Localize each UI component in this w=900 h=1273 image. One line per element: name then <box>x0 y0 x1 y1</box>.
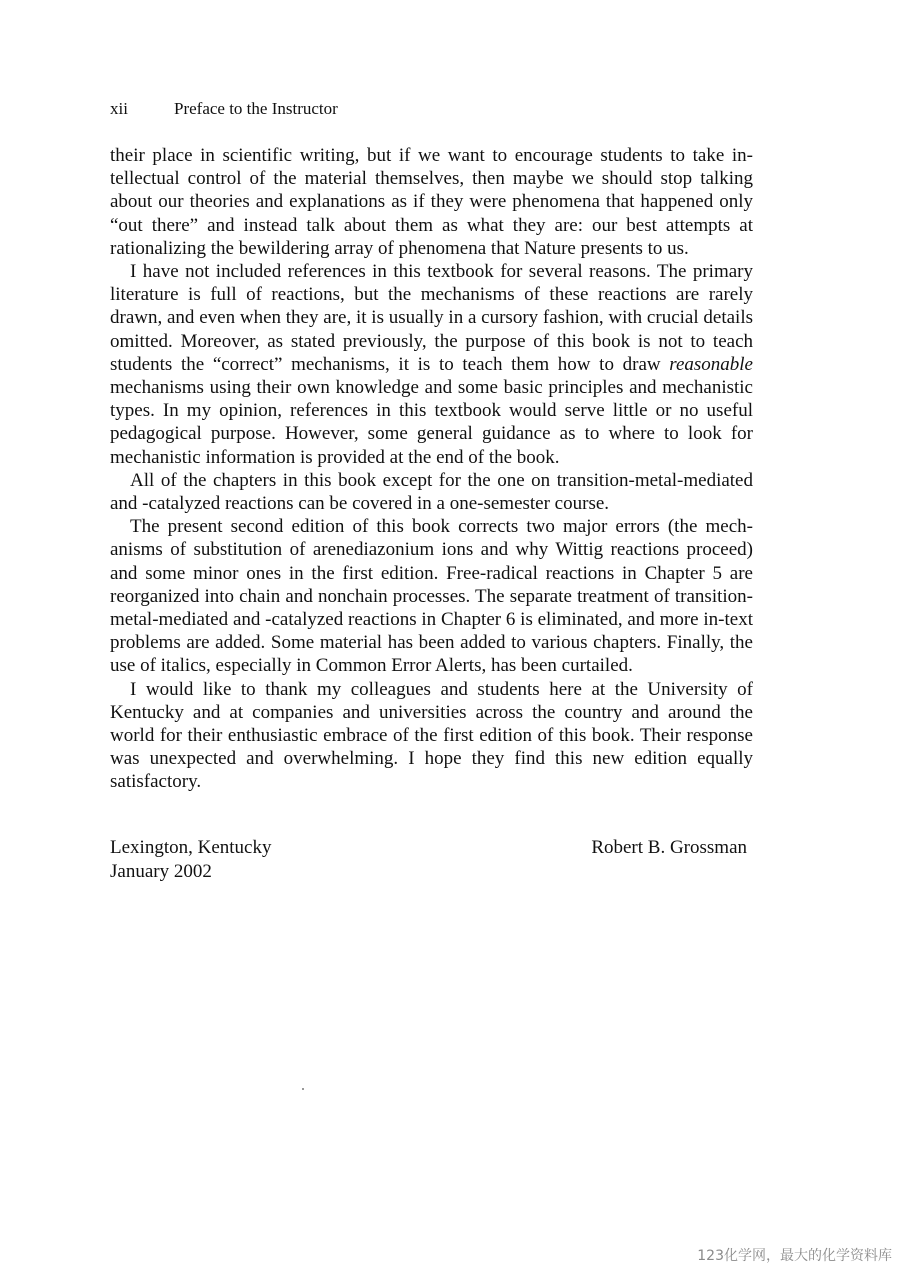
paragraph-2-text-b: mechanisms using their own knowledge and some basic principles and mechanistic types. In my opinion, references in this textbook would serve little or no useful pedagogical purpose. However, some general guidance as to where to look for mechanistic information is provided at the end of the book. <box>110 377 753 468</box>
paragraph-2-emphasis: reasonable <box>669 353 753 375</box>
scan-speck <box>302 1088 304 1090</box>
author-block <box>591 836 747 860</box>
paragraph-3 <box>110 469 753 515</box>
page-number: xii <box>110 99 128 118</box>
paragraph-5 <box>110 678 753 794</box>
paragraph-2-text-a: I have not included references in this textbook for several reasons. The primary literature is full of reactions, but the mechanisms of these reactions are rarely drawn, and even when they are, it is usually in a cursory fashion, with crucial details omitted. Moreover, as stated previously, the purpose of this book is not to teach students the “correct” mechanisms, it is to teach them how to draw <box>110 261 753 375</box>
signature-author: Robert B. Grossman <box>591 837 747 858</box>
paragraph-4 <box>110 515 753 677</box>
paragraph-4-text: The present second edition of this book corrects two major errors (the mechanisms of substitution of arenediazonium ions and why Wittig reactions proceed) and some minor ones in the first edition. Free-radical reactions in Chapter 5 are reorganized into chain and nonchain processes. The separate treatment of transition-metal-mediated and -catalyzed reactions in Chapter 6 is eliminated, and more in-text problems are added. Some material has been added to various chapters. Finally, the use of italics, especially in Common Error Alerts, has been curtailed. <box>110 516 753 677</box>
signature-date: January 2002 <box>110 860 212 882</box>
running-title: Preface to the Instructor <box>174 99 338 118</box>
paragraph-3-text: All of the chapters in this book except for the one on transition-metal-mediated and -catalyzed reactions can be covered in a one-semester course. <box>110 469 753 515</box>
preface-body <box>110 144 753 794</box>
paragraph-2 <box>110 260 753 469</box>
place-date <box>110 836 271 883</box>
watermark: 123化学网，最大的化学资料库 <box>697 1248 892 1264</box>
paragraph-1 <box>110 144 753 260</box>
paragraph-5-text: I would like to thank my colleagues and students here at the University of Kentucky and at companies and universities across the country and around the world for their enthusiastic embrace of the first edition of this book. Their response was unexpected and overwhelming. I hope they find this new edition equally satisfactory. <box>110 678 753 793</box>
paragraph-1-text: their place in scientific writing, but if we want to encourage students to take intellectual control of the material themselves, then maybe we should stop talking about our theories and explanations as if they were phenomena that happened only “out there” and instead talk about them as what they are: our best attempts at rationalizing the bewildering array of phenomena that Nature presents to us. <box>110 145 753 259</box>
running-head <box>110 99 338 119</box>
signature-place: Lexington, Kentucky <box>110 837 272 858</box>
signature-block <box>110 836 747 883</box>
